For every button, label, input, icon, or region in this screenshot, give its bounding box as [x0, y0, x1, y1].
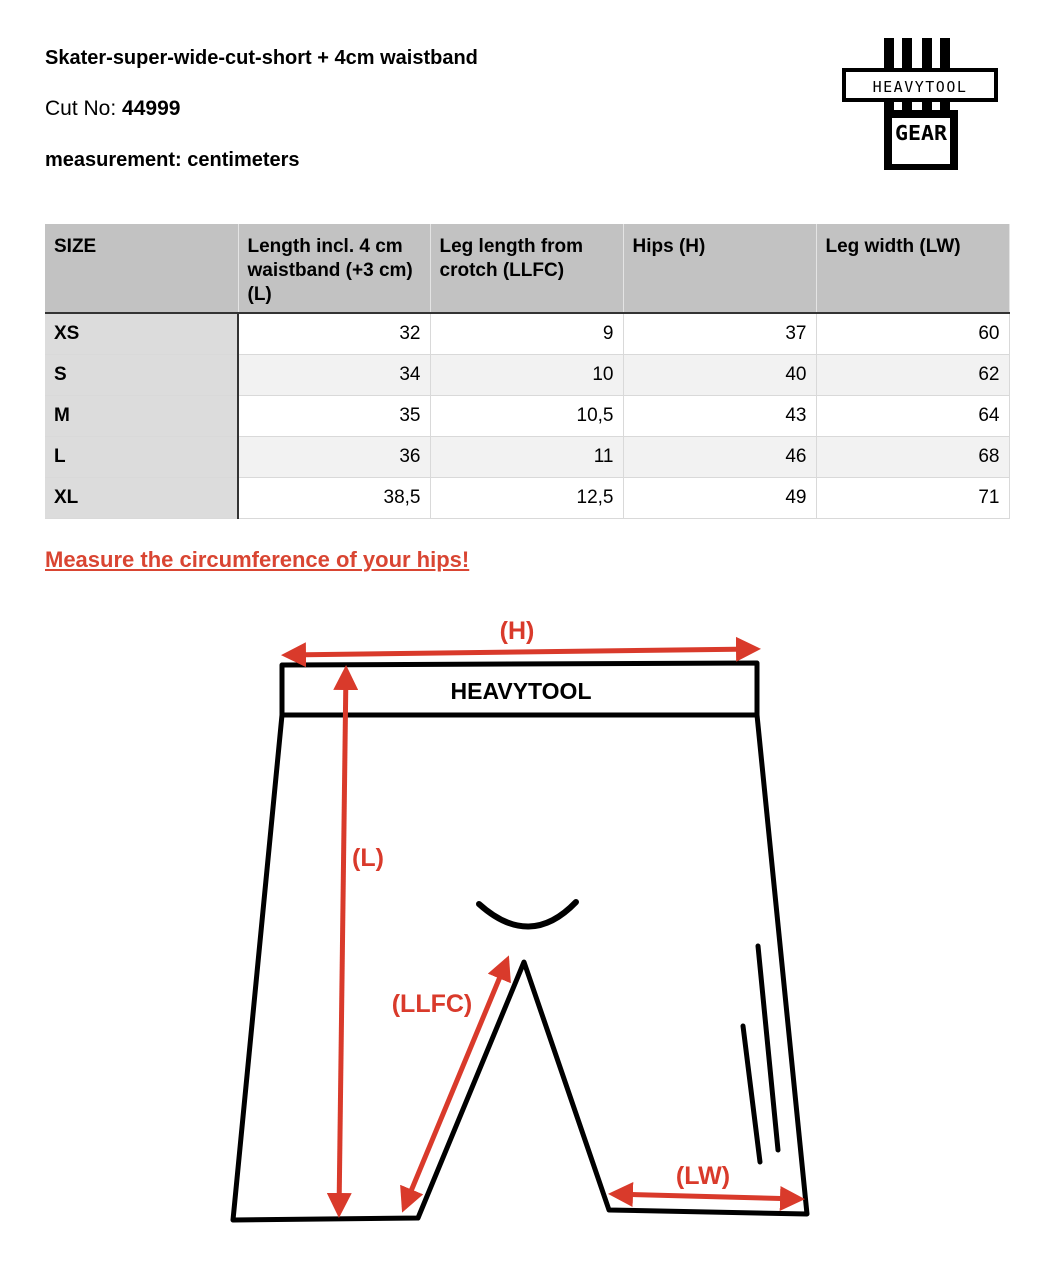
- hips-cell: 43: [623, 396, 816, 437]
- leg-length-cell: 12,5: [430, 478, 623, 519]
- leg-width-cell: 71: [816, 478, 1009, 519]
- hips-cell: 46: [623, 437, 816, 478]
- length-cell: 32: [238, 313, 430, 355]
- table-row: [45, 396, 1009, 437]
- shorts-outline: [233, 663, 807, 1220]
- leg-length-cell: 10,5: [430, 396, 623, 437]
- length-cell: 36: [238, 437, 430, 478]
- size-cell: XL: [45, 478, 238, 519]
- cut-number: 44999: [122, 97, 181, 120]
- hips-measure-note: Measure the circumference of your hips!: [45, 547, 470, 572]
- measurement-unit: measurement: centimeters: [45, 149, 300, 171]
- leg-width-cell: 60: [816, 313, 1009, 355]
- length-arrow: [339, 670, 346, 1213]
- leg-width-arrow: [613, 1194, 800, 1199]
- pocket-line-long: [758, 946, 778, 1150]
- waistband-brand: HEAVYTOOL: [450, 678, 592, 704]
- size-chart-table: [45, 224, 1010, 519]
- heavytool-gear-logo: [840, 36, 1000, 172]
- length-cell: 34: [238, 355, 430, 396]
- size-cell: M: [45, 396, 238, 437]
- length-cell: 35: [238, 396, 430, 437]
- label-leg-length: (LLFC): [391, 990, 473, 1018]
- crotch-seam-curve: [479, 902, 576, 927]
- header-length: Length incl. 4 cm waistband (+3 cm) (L): [238, 224, 430, 313]
- header-leg-width: Leg width (LW): [816, 224, 1009, 313]
- leg-width-cell: 64: [816, 396, 1009, 437]
- label-hips: (H): [499, 617, 535, 645]
- leg-length-cell: 9: [430, 313, 623, 355]
- table-row: [45, 478, 1009, 519]
- header-hips: Hips (H): [623, 224, 816, 313]
- table-row: [45, 437, 1009, 478]
- label-leg-width: (LW): [675, 1162, 731, 1190]
- hips-cell: 40: [623, 355, 816, 396]
- hips-cell: 49: [623, 478, 816, 519]
- shorts-measurement-diagram: [220, 605, 840, 1235]
- leg-width-cell: 62: [816, 355, 1009, 396]
- length-cell: 38,5: [238, 478, 430, 519]
- measure-arrows: [286, 649, 800, 1213]
- leg-length-cell: 11: [430, 437, 623, 478]
- size-cell: S: [45, 355, 238, 396]
- hips-arrow: [286, 649, 756, 655]
- table-row: [45, 313, 1009, 355]
- logo-top-text: HEAVYTOOL: [872, 78, 968, 96]
- header-leg-length: Leg length from crotch (LLFC): [430, 224, 623, 313]
- cut-label: Cut No:: [45, 97, 123, 120]
- size-cell: L: [45, 437, 238, 478]
- leg-width-cell: 68: [816, 437, 1009, 478]
- cut-number-line: [45, 97, 180, 121]
- page-title: Skater-super-wide-cut-short + 4cm waistband: [45, 47, 478, 69]
- leg-length-cell: 10: [430, 355, 623, 396]
- size-cell: XS: [45, 313, 238, 355]
- hips-cell: 37: [623, 313, 816, 355]
- table-row: [45, 355, 1009, 396]
- pocket-line-short: [743, 1026, 760, 1162]
- logo-bottom-text: GEAR: [895, 121, 949, 145]
- header-size: SIZE: [45, 224, 238, 313]
- table-header-row: [45, 224, 1009, 313]
- label-length: (L): [352, 844, 384, 872]
